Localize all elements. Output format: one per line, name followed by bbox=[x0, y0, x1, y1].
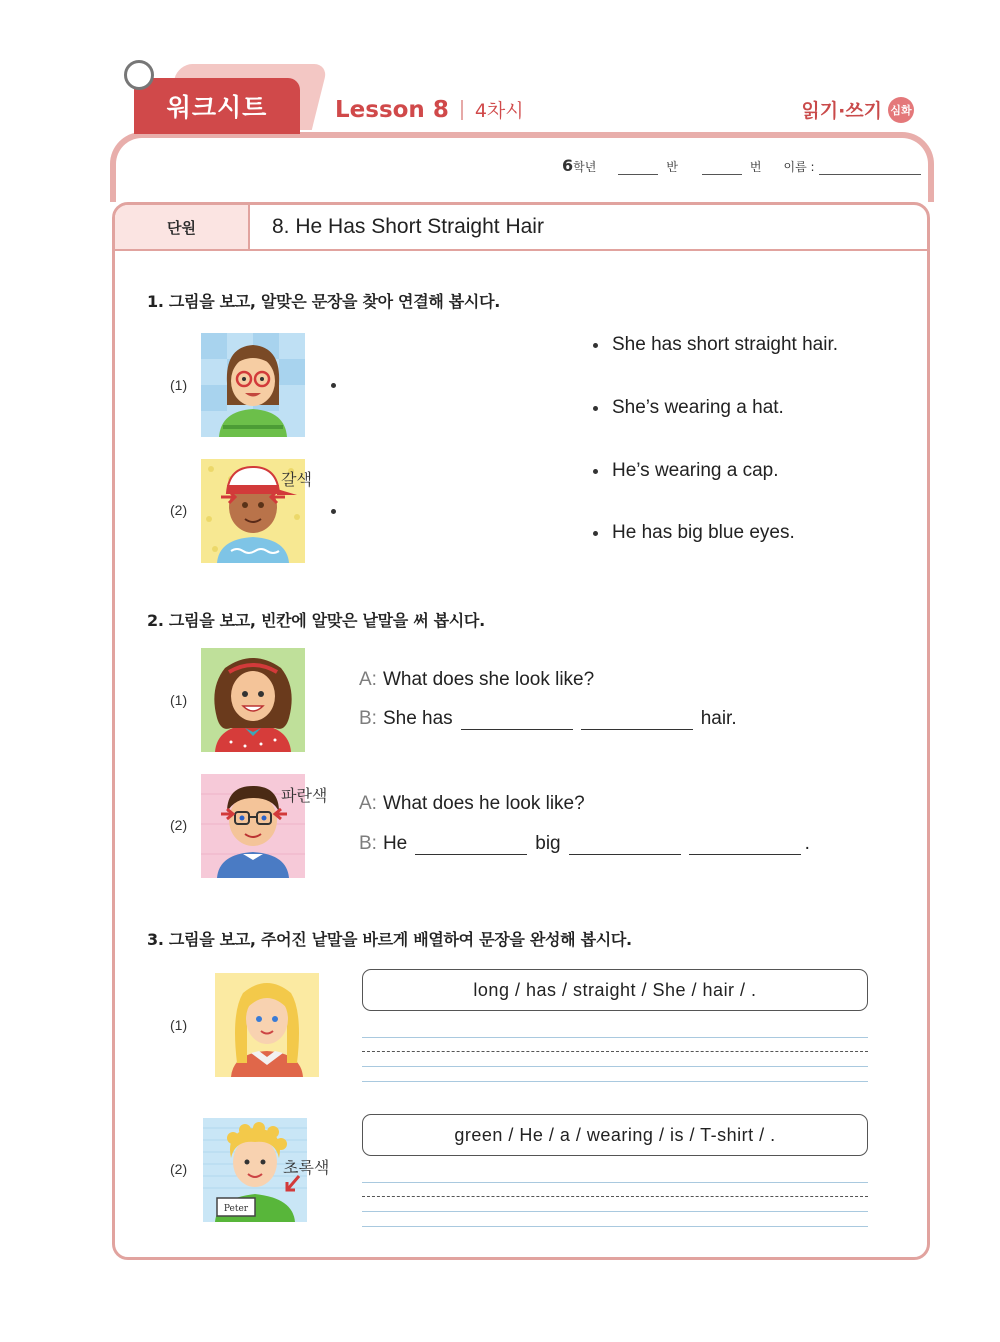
guide-line bbox=[362, 1226, 868, 1227]
grade-number: 6 bbox=[562, 156, 574, 175]
answer-start: He bbox=[382, 833, 408, 854]
q1-option-1[interactable] bbox=[593, 334, 838, 356]
q2-picture-girl-curly-hair bbox=[201, 648, 305, 752]
question-text: What does he look like? bbox=[382, 793, 585, 814]
q3-item-1-number: (1) bbox=[170, 1017, 188, 1033]
q2-item-1-line-a bbox=[359, 669, 594, 691]
answer-end: . bbox=[804, 833, 810, 854]
q1-item-1-match-dot[interactable] bbox=[331, 383, 336, 388]
blank-2[interactable] bbox=[581, 710, 693, 730]
q1-item-2-number: (2) bbox=[170, 502, 188, 518]
q2-item-1-number: (1) bbox=[170, 692, 188, 708]
q1-item-1-number: (1) bbox=[170, 377, 188, 393]
blank-3[interactable] bbox=[689, 835, 801, 855]
unit-title: 8. He Has Short Straight Hair bbox=[272, 215, 544, 238]
blank-2[interactable] bbox=[569, 835, 681, 855]
worksheet-label: 워크시트 bbox=[166, 93, 268, 122]
q3-item-2-word-box: green / He / a / wearing / is / T-shirt / . bbox=[362, 1114, 868, 1156]
q3-picture-girl-long-hair bbox=[215, 973, 319, 1077]
dashed-midline bbox=[362, 1051, 868, 1052]
question-text: What does she look like? bbox=[382, 669, 595, 690]
q3-item-2-writing-lines[interactable] bbox=[362, 1182, 868, 1228]
q3-item-2-number: (2) bbox=[170, 1161, 188, 1177]
question-3-title: 3. 그림을 보고, 주어진 낱말을 바르게 배열하여 문장을 완성해 봅시다. bbox=[147, 930, 632, 949]
answer-middle: big bbox=[535, 833, 561, 854]
q1-item-2-color-note: 갈색 bbox=[281, 470, 312, 489]
q2-item-2-line-a bbox=[359, 793, 585, 815]
worksheet-card bbox=[112, 202, 930, 1260]
q2-item-2-color-note: 파란색 bbox=[281, 786, 328, 805]
grade-label: 학년 bbox=[573, 160, 597, 174]
speaker-b: B: bbox=[359, 708, 377, 729]
unit-row bbox=[115, 205, 927, 251]
q1-option-3[interactable] bbox=[593, 460, 779, 482]
q3-item-1-word-box: long / has / straight / She / hair / . bbox=[362, 969, 868, 1011]
question-1-title: 1. 그림을 보고, 알맞은 문장을 찾아 연결해 봅시다. bbox=[147, 292, 501, 311]
answer-start: She has bbox=[382, 708, 453, 729]
class-field[interactable] bbox=[618, 159, 658, 175]
name-tag-text: Peter bbox=[223, 1204, 249, 1214]
skill-label: 읽기·쓰기 bbox=[801, 100, 882, 122]
guide-line bbox=[362, 1037, 868, 1038]
guide-line bbox=[362, 1066, 868, 1067]
match-dot[interactable] bbox=[593, 343, 598, 348]
worksheet-tab bbox=[134, 78, 300, 134]
guide-line bbox=[362, 1211, 868, 1212]
guide-line bbox=[362, 1081, 868, 1082]
option-text: He has big blue eyes. bbox=[612, 522, 795, 543]
answer-end: hair. bbox=[700, 708, 737, 729]
name-field[interactable] bbox=[819, 159, 921, 175]
skill-heading bbox=[801, 96, 914, 123]
option-text: She has short straight hair. bbox=[612, 334, 839, 355]
option-text: He’s wearing a cap. bbox=[612, 460, 779, 481]
number-field[interactable] bbox=[702, 159, 742, 175]
speaker-b: B: bbox=[359, 833, 377, 854]
guide-line bbox=[362, 1182, 868, 1183]
lesson-heading bbox=[335, 96, 524, 123]
match-dot[interactable] bbox=[593, 531, 598, 536]
q1-picture-girl-glasses bbox=[201, 333, 305, 437]
binder-ring-icon bbox=[124, 60, 154, 90]
match-dot[interactable] bbox=[593, 469, 598, 474]
class-label: 반 bbox=[666, 160, 678, 174]
q2-item-2-number: (2) bbox=[170, 817, 188, 833]
speaker-a: A: bbox=[359, 669, 377, 690]
q1-item-2-match-dot[interactable] bbox=[331, 509, 336, 514]
q1-option-4[interactable] bbox=[593, 522, 795, 544]
name-label: 이름 : bbox=[783, 160, 815, 174]
dashed-midline bbox=[362, 1196, 868, 1197]
q3-item-2-color-note: 초록색 bbox=[283, 1158, 330, 1177]
blank-1[interactable] bbox=[461, 710, 573, 730]
question-2-title: 2. 그림을 보고, 빈칸에 알맞은 낱말을 써 봅시다. bbox=[147, 611, 485, 630]
lesson-label: Lesson 8 bbox=[335, 96, 449, 123]
q2-item-1-line-b bbox=[359, 708, 737, 730]
number-label: 번 bbox=[749, 160, 762, 174]
level-badge: 심화 bbox=[888, 97, 914, 123]
speaker-a: A: bbox=[359, 793, 377, 814]
q1-option-2[interactable] bbox=[593, 397, 784, 419]
option-text: She’s wearing a hat. bbox=[612, 397, 784, 418]
unit-label: 단원 bbox=[115, 205, 250, 249]
q3-item-1-writing-lines[interactable] bbox=[362, 1037, 868, 1083]
student-info bbox=[562, 156, 929, 175]
match-dot[interactable] bbox=[593, 406, 598, 411]
blank-1[interactable] bbox=[415, 835, 527, 855]
divider bbox=[461, 100, 463, 120]
session-label: 4차시 bbox=[474, 100, 524, 122]
q2-item-2-line-b bbox=[359, 833, 810, 855]
